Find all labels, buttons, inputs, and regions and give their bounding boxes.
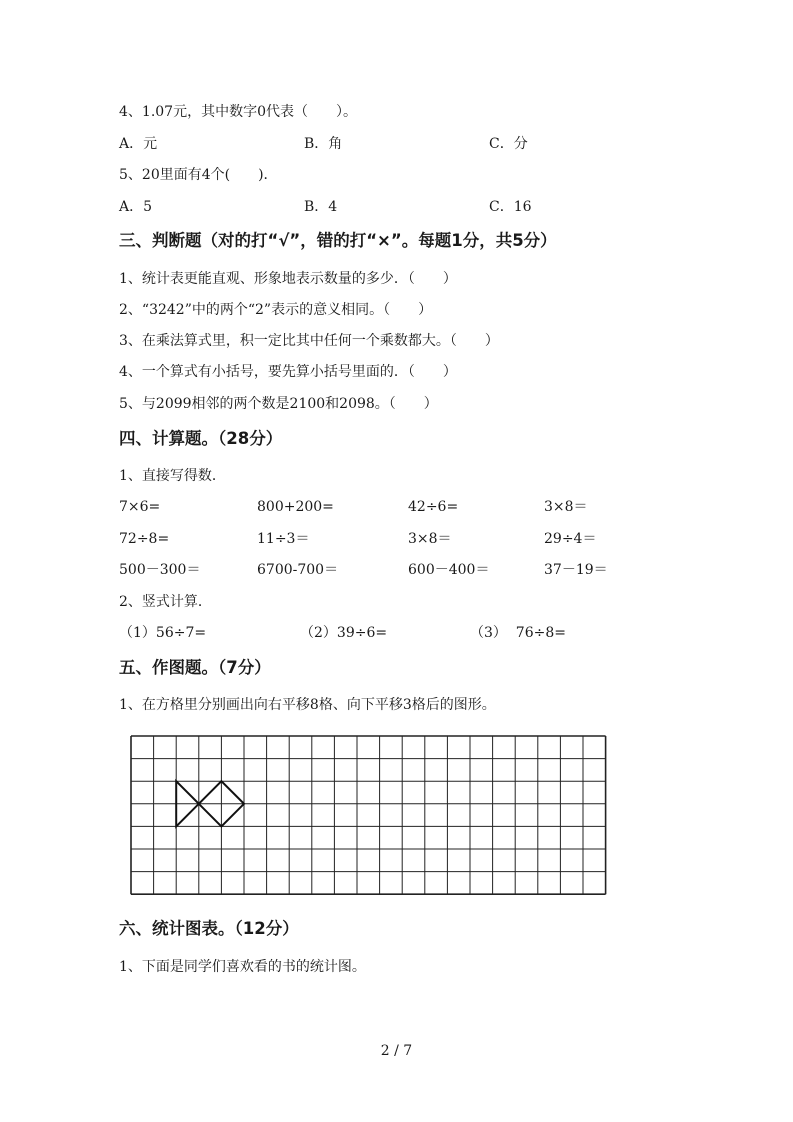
calc-item: 11÷3＝ <box>257 531 310 547</box>
statistics-subtitle: 1、下面是同学们喜欢看的书的统计图。 <box>119 959 366 975</box>
question-4-text: 4、1.07元，其中数字0代表（ ）。 <box>119 104 357 120</box>
calc-item: 42÷6= <box>408 499 459 515</box>
calc-item: 3×8＝ <box>544 499 588 515</box>
q5-option-c: C．16 <box>489 199 532 215</box>
judgement-item-2: 2、“3242”中的两个“2”表示的意义相同。（ ） <box>119 302 433 318</box>
calc-item: 600－400＝ <box>408 562 490 578</box>
calc-subtitle-1: 1、直接写得数． <box>119 468 226 484</box>
judgement-item-1: 1、统计表更能直观、形象地表示数量的多少．（ ） <box>119 271 457 287</box>
calc-item: 3×8＝ <box>408 531 452 547</box>
q5-option-b: B．4 <box>304 199 338 215</box>
question-5-text: 5、20里面有4个( )． <box>119 167 278 183</box>
section-6-heading: 六、统计图表。（12分） <box>119 919 299 938</box>
translation-grid[interactable] <box>130 735 608 897</box>
page-number: 2 / 7 <box>380 1043 413 1059</box>
q4-option-c: C．分 <box>489 136 528 152</box>
judgement-item-5: 5、与2099相邻的两个数是2100和2098。（ ） <box>119 396 438 412</box>
calc-item: 29÷4＝ <box>544 531 597 547</box>
section-4-heading: 四、计算题。（28分） <box>119 429 283 448</box>
q5-option-a: A．5 <box>119 199 153 215</box>
drawing-instruction: 1、在方格里分别画出向右平移8格、向下平移3格后的图形。 <box>119 697 496 713</box>
judgement-item-4: 4、一个算式有小括号，要先算小括号里面的．（ ） <box>119 364 457 380</box>
calc-item: 72÷8= <box>119 531 170 547</box>
calc-item: 500－300＝ <box>119 562 201 578</box>
calc-item: 800+200= <box>257 499 334 515</box>
q4-option-a: A．元 <box>119 136 158 152</box>
calc-item: 37－19＝ <box>544 562 608 578</box>
calc-item: 6700-700＝ <box>257 562 339 578</box>
vertical-calc-item: （3） 76÷8= <box>470 625 566 641</box>
vertical-calc-item: （2）39÷6= <box>300 625 388 641</box>
q4-option-b: B．角 <box>304 136 343 152</box>
grid-svg[interactable] <box>130 735 608 897</box>
section-5-heading: 五、作图题。（7分） <box>119 658 271 677</box>
section-3-heading: 三、判断题（对的打“√”，错的打“×”。每题1分，共5分） <box>119 231 557 250</box>
vertical-calc-item: （1）56÷7= <box>119 625 207 641</box>
judgement-item-3: 3、在乘法算式里，积一定比其中任何一个乘数都大。（ ） <box>119 333 499 349</box>
calc-subtitle-2: 2、竖式计算． <box>119 594 212 610</box>
calc-item: 7×6= <box>119 499 161 515</box>
